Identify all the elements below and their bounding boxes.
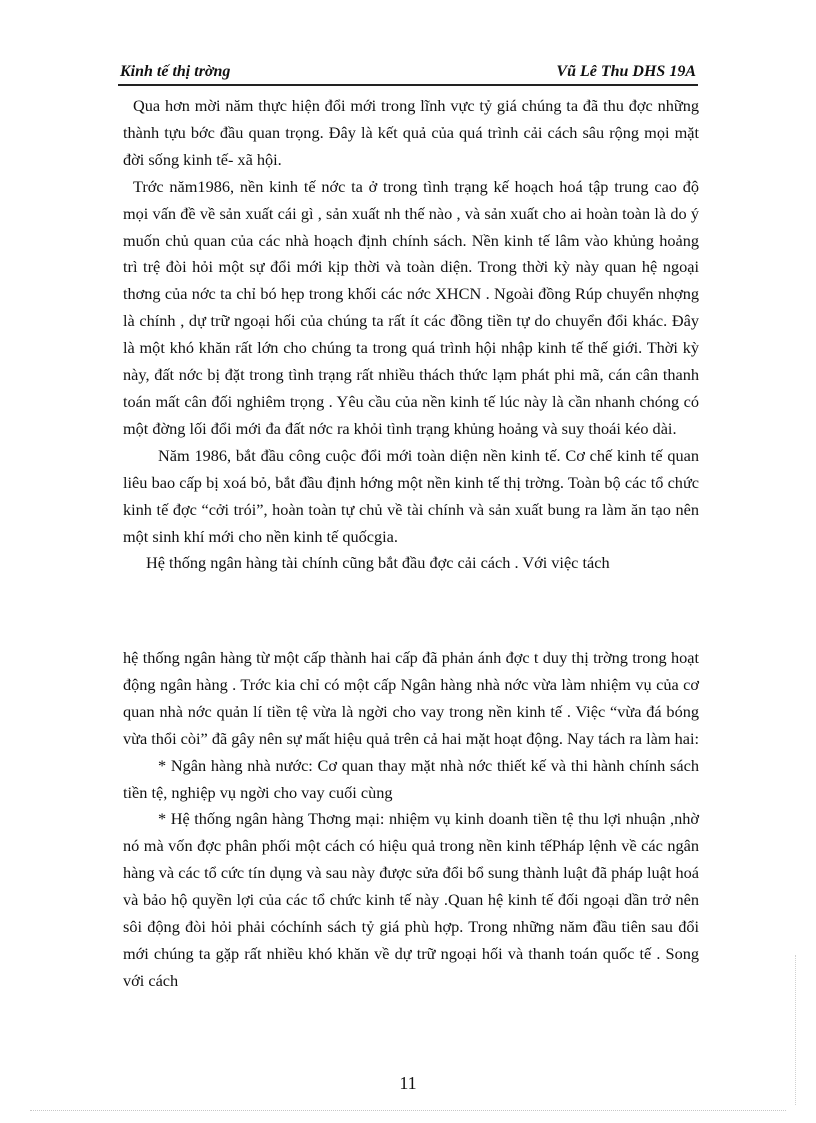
text-block-bottom [123,645,699,995]
header-title: Kinh tế thị trờng [120,63,231,80]
paragraph: * Ngân hàng nhà nước: Cơ quan thay mặt nhà nớc thiết kế và thi hành chính sách tiền tệ, nghiệp vụ ngời cho vay cuối cùng [123,755,699,802]
text-block-top [123,93,699,577]
footer-divider [30,1110,786,1111]
paragraph: hệ thống ngân hàng từ một cấp thành hai cấp đã phản ánh đợc t duy thị trờng trong hoạt động ngân hàng . Trớc kia chỉ có một cấp Ngân hàng nhà nớc vừa làm nhiệm vụ của cơ quan nhà nớc quản lí tiền tệ vừa là ngời cho vay trong nền kinh tế . Việc “vừa đá bóng vừa thổi còi” đã gây nên sự mất hiệu quả trên cả hai mặt hoạt động. Nay tách ra làm hai: [123,648,699,748]
header-author: Vũ Lê Thu DHS 19A [556,63,696,80]
paragraph: Qua hơn mời năm thực hiện đổi mới trong lĩnh vực tỷ giá chúng ta đã thu đợc những thành tựu bớc đầu quan trọng. Đây là kết quả của quá trình cải cách sâu rộng mọi mặt đời sống kinh tế- xã hội. [123,96,699,169]
paragraph: * Hệ thống ngân hàng Thơng mại: nhiệm vụ kinh doanh tiền tệ thu lợi nhuận ,nhờ nó mà vốn đợc phân phối một cách có hiệu quả trong nền kinh tếPháp lệnh về các ngân hàng và các tổ cức tín dụng và sau này được sửa đổi bổ sung thành luật đã pháp luật hoá và bảo hộ quyền lợi của các tổ chức kinh tế này .Quan hệ kinh tế đối ngoại dần trở nên sôi động đòi hỏi phải cóchính sách tỷ giá phù hợp. Trong những năm đầu tiên sau đổi mới chúng ta gặp rất nhiều khó khăn về dự trữ ngoại hối và thanh toán quốc tế . Song với cách [123,809,699,990]
margin-divider [795,955,796,1105]
page-header [118,62,698,86]
paragraph: Năm 1986, bắt đầu công cuộc đổi mới toàn diện nền kinh tế. Cơ chế kinh tế quan liêu bao cấp bị xoá bỏ, bắt đầu định hớng một nền kinh tế thị trờng. Toàn bộ các tổ chức kinh tế đợc “cởi trói”, hoàn toàn tự chủ về tài chính và sản xuất bung ra làm ăn tạo nên một sinh khí mới cho nền kinh tế quốcgia. [123,445,699,546]
paragraph: Hệ thống ngân hàng tài chính cũng bắt đầu đợc cải cách . Với việc tách [146,553,610,573]
paragraph: Trớc năm1986, nền kinh tế nớc ta ở trong tình trạng kế hoạch hoá tập trung cao độ mọi vấn đề về sản xuất cái gì , sản xuất nh thế nào , và sản xuất cho ai hoàn toàn là do ý muốn chủ quan của các nhà hoạch định chính sách. Nền kinh tế lâm vào khủng hoảng trì trệ đòi hỏi một sự đổi mới kịp thời và toàn diện. Trong thời kỳ này quan hệ ngoại thơng của nớc ta chỉ bó hẹp trong khối các nớc XHCN . Ngoài đồng Rúp chuyển nhợng là chính , dự trữ ngoại hối của chúng ta rất ít các đồng tiền tự do chuyển đổi khác. Đây là một khó khăn rất lớn cho chúng ta trong quá trình hội nhập kinh tế thế giới. Thời kỳ này, đất nớc bị đặt trong tình trạng rất nhiều thách thức lạm phát phi mã, cán cân thanh toán mất cân đối nghiêm trọng . Yêu cầu của nền kinh tế lúc này là cần nhanh chóng có một đờng lối đổi mới đa đất nớc ra khỏi tình trạng khủng hoảng và suy thoái kéo dài. [123,176,699,438]
page-number: 11 [399,1073,417,1093]
